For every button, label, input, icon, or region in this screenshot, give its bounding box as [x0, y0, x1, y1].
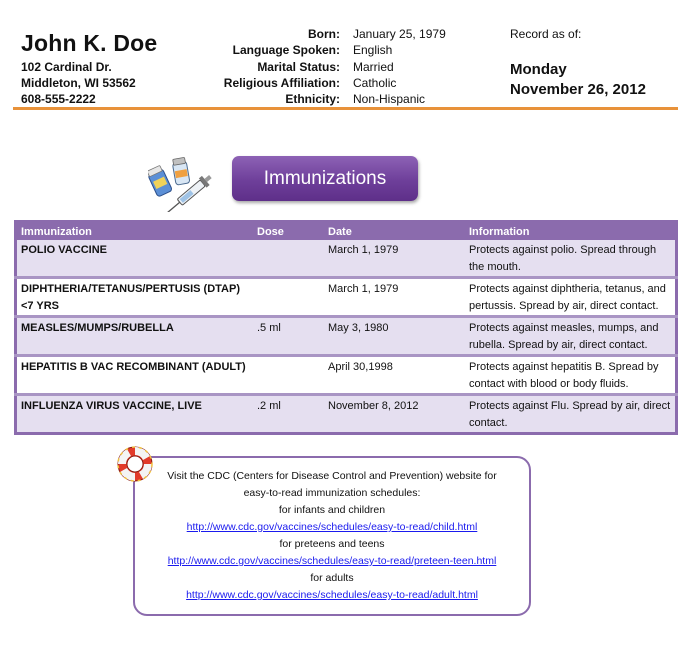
cdc-link-preteens[interactable]: http://www.cdc.gov/vaccines/schedules/easy-to-read/preteen-teen.html	[167, 555, 497, 567]
header-information: Information	[465, 222, 677, 241]
immunization-name: POLIO VACCINE	[16, 240, 254, 278]
immunization-date: March 1, 1979	[324, 240, 465, 278]
table-row	[16, 395, 677, 434]
immunization-info: Protects against polio. Spread through the mouth.	[465, 240, 677, 278]
born-value: January 25, 1979	[353, 27, 446, 41]
immunization-date: May 3, 1980	[324, 317, 465, 356]
religion-value: Catholic	[353, 76, 397, 90]
immunization-date: November 8, 2012	[324, 395, 465, 434]
immunization-dose	[253, 278, 324, 317]
header-date: Date	[324, 222, 465, 241]
immunization-name: INFLUENZA VIRUS VACCINE, LIVE	[16, 395, 254, 434]
address-line-2: Middleton, WI 53562	[21, 76, 136, 90]
language-value: English	[353, 43, 393, 57]
table-row	[16, 278, 677, 317]
ethnicity-value: Non-Hispanic	[353, 92, 426, 106]
immunization-dose: .2 ml	[253, 395, 324, 434]
header-immunization: Immunization	[16, 222, 254, 241]
immunization-dose	[253, 356, 324, 395]
immunization-name: HEPATITIS B VAC RECOMBINANT (ADULT)	[16, 356, 254, 395]
record-day: Monday	[510, 61, 567, 78]
record-as-of-label: Record as of:	[510, 27, 582, 41]
cdc-link-adults[interactable]: http://www.cdc.gov/vaccines/schedules/easy-to-read/adult.html	[186, 589, 478, 601]
table-row	[16, 317, 677, 356]
immunization-dose	[253, 240, 324, 278]
table-row	[16, 356, 677, 395]
table-row	[16, 240, 677, 278]
religion-label: Religious Affiliation:	[223, 76, 340, 90]
patient-name: John K. Doe	[21, 30, 158, 56]
immunization-name: DIPHTHERIA/TETANUS/PERTUSIS (DTAP) <7 YRS	[16, 278, 254, 317]
immunization-info: Protects against Flu. Spread by air, direct contact.	[465, 395, 677, 434]
immunization-table	[14, 220, 678, 435]
marital-status-label: Marital Status:	[257, 60, 340, 74]
immunization-name: MEASLES/MUMPS/RUBELLA	[16, 317, 254, 356]
language-label: Language Spoken:	[232, 43, 340, 57]
record-date: November 26, 2012	[510, 81, 646, 98]
cdc-link-children[interactable]: http://www.cdc.gov/vaccines/schedules/easy-to-read/child.html	[186, 521, 478, 533]
born-label: Born:	[308, 27, 340, 41]
address-line-1: 102 Cardinal Dr.	[21, 60, 112, 74]
header-divider	[13, 107, 678, 110]
cdc-label-children: for infants and children	[278, 504, 386, 516]
immunization-date: April 30,1998	[324, 356, 465, 395]
immunization-date: March 1, 1979	[324, 278, 465, 317]
syringe-and-vials-icon	[148, 156, 216, 212]
ethnicity-label: Ethnicity:	[285, 92, 340, 106]
phone-number: 608-555-2222	[21, 92, 96, 106]
cdc-label-preteens: for preteens and teens	[279, 538, 385, 550]
cdc-intro-line-1: Visit the CDC (Centers for Disease Control and Prevention) website for	[167, 470, 497, 482]
cdc-label-adults: for adults	[310, 572, 354, 584]
header-dose: Dose	[253, 222, 324, 241]
section-title-immunizations: Immunizations	[232, 156, 418, 201]
cdc-intro-line-2: easy-to-read immunization schedules:	[243, 487, 421, 499]
immunization-info: Protects against measles, mumps, and rubella. Spread by air, direct contact.	[465, 317, 677, 356]
table-header-row	[16, 222, 677, 241]
immunization-dose: .5 ml	[253, 317, 324, 356]
immunization-info: Protects against diphtheria, tetanus, and pertussis. Spread by air, direct contact.	[465, 278, 677, 317]
marital-status-value: Married	[353, 60, 394, 74]
immunization-info: Protects against hepatitis B. Spread by contact with blood or body fluids.	[465, 356, 677, 395]
